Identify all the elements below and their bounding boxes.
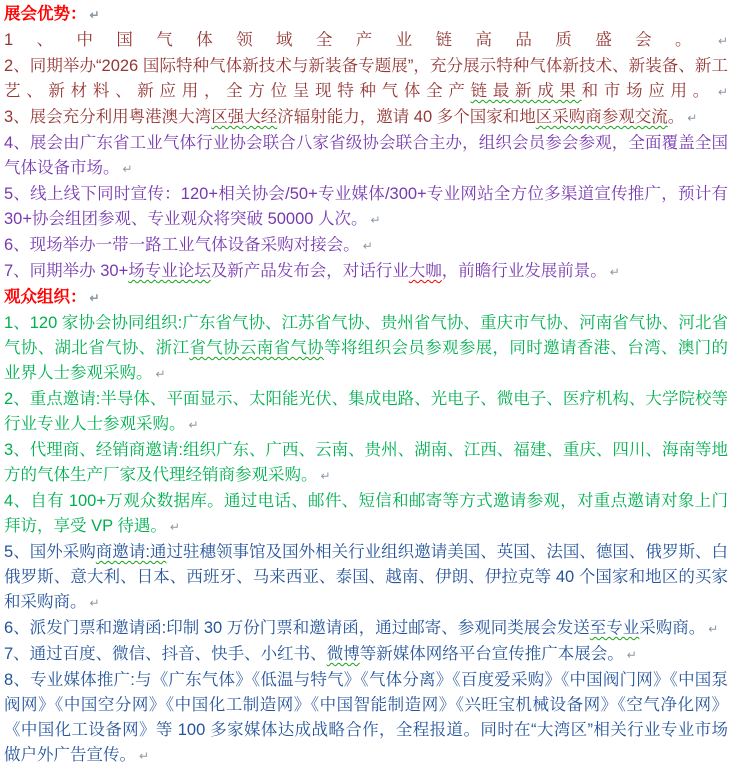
text-run: 和市场应用。: [581, 82, 715, 100]
text-run: 8、专业媒体推广:与《广东气体》《低温与特气》《气体分离》《百度爱采购》《中国阀门网》《中国泵阀网》《中国空分网》《中国化工制造网》《中国智能制造网》《兴旺宝机械设备网》《空气净化网》《中国化工设备网》等 100 多家媒体达成战略合作，全程报道。同时在“大湾区”相关行业专业市场做户外广告宣传。: [4, 671, 728, 764]
text-run: 3、展会充分利用粤港澳大湾: [4, 108, 212, 126]
text-run: 6、派发门票和邀请函:印制 30 万份门票和邀请函，通过邮寄、参观同类展会发送: [4, 619, 590, 637]
text-run: 4、展会由广东省工业气体行业协会联合八家省级协会联合主办，组织会员参会参观，全面覆盖全国气体设备市场。: [4, 134, 728, 177]
paragraph-return-mark: ↵: [89, 596, 100, 610]
text-run: 过驻穗领事馆及国外相关行业组织邀请美国、英国、法国、德国、俄罗斯、白俄罗斯、意大利、日本、西班牙、马来西亚、泰国、越南、伊朗、伊拉克等 40 个国家和地区的买家和采购商。: [4, 543, 728, 611]
text-run: 采购商。: [639, 619, 706, 637]
text-run: 5、国外采购: [4, 543, 96, 561]
text-run-spellcheck-green: 微博: [326, 645, 360, 663]
text-run-spellcheck-green: 商邀请:通: [95, 543, 167, 561]
paragraph-return-mark: ↵: [708, 622, 719, 636]
text-run: 4、自有 100+万观众数据库。通过电话、邮件、短信和邮寄等方式邀请参观，对重点邀请对象上门拜访，享受 VP 待遇。: [4, 492, 728, 535]
section-heading-audience-organization: [4, 285, 728, 311]
paragraph-exhibition-advantages-4: [4, 131, 728, 182]
paragraph-exhibition-advantages-1: [4, 28, 728, 54]
paragraph-exhibition-advantages-3: [4, 105, 728, 131]
paragraph-return-mark: ↵: [370, 213, 381, 227]
text-run-spellcheck-red: 大咖: [408, 262, 442, 280]
paragraph-return-mark: ↵: [89, 8, 100, 22]
text-run: 济辐射能力，邀请 40 多个国家和地: [277, 108, 536, 126]
text-run: 6、现场举办一带一路工业气体设备采购对接会。: [4, 236, 360, 254]
text-run: 7、通过百度、微信、抖音、快手、小红书、: [4, 645, 327, 663]
paragraph-return-mark: ↵: [89, 291, 100, 305]
text-run-spellcheck-green: 至专业: [589, 619, 640, 637]
text-run: 2、同期举办“2026 国际特种气体新技术与新装备专题展”，充分展示特种气体新技术、新装备、新工艺、新材料、新应用，全方位呈现特种气体全产: [4, 57, 728, 100]
paragraph-return-mark: ↵: [122, 162, 133, 176]
text-run: 1、中国气体领域全产业链高品质盛会。: [4, 31, 715, 49]
paragraph-return-mark: ↵: [717, 34, 728, 48]
paragraph-audience-organization-5: [4, 540, 728, 616]
paragraph-audience-organization-1: [4, 311, 728, 387]
paragraph-return-mark: ↵: [687, 111, 698, 125]
paragraph-return-mark: ↵: [139, 749, 150, 763]
text-run-spellcheck-green: 链最新成果: [470, 82, 582, 100]
text-run: 7、同期举办 30+: [4, 262, 129, 280]
paragraph-audience-organization-7: [4, 642, 728, 668]
text-run: 2、重点邀请:半导体、平面显示、太阳能光伏、集成电路、光电子、微电子、医疗机构、大学院校等行业专业人士参观采购。: [4, 390, 728, 433]
text-run: 。: [667, 108, 685, 126]
text-run-spellcheck-green: 场专业论坛: [128, 262, 211, 280]
paragraph-return-mark: ↵: [155, 367, 166, 381]
paragraph-return-mark: ↵: [717, 85, 729, 99]
text-run: 5、线上线下同时宣传：120+相关协会/50+专业媒体/300+专业网站全方位多渠道宣传推广，预计有30+协会组团参观、专业观众将突破 50000 人次。: [4, 185, 728, 228]
paragraph-return-mark: ↵: [188, 418, 199, 432]
paragraph-return-mark: ↵: [609, 265, 620, 279]
paragraph-audience-organization-2: [4, 387, 728, 438]
paragraph-exhibition-advantages-2: [4, 54, 728, 105]
paragraph-audience-organization-8: [4, 668, 728, 769]
text-run: ，前瞻行业发展前景。: [441, 262, 607, 280]
paragraph-audience-organization-6: [4, 616, 728, 642]
text-run: 3、代理商、经销商邀请:组织广东、广西、云南、贵州、湖南、江西、福建、重庆、四川、海南等地方的气体生产厂家及代理经销商参观采购。: [4, 441, 728, 484]
text-run: 等将组织会员参观参展，同时邀请香港、台湾、澳门的业界人士参观采购。: [4, 339, 729, 382]
paragraph-exhibition-advantages-6: [4, 233, 728, 259]
paragraph-return-mark: ↵: [626, 648, 637, 662]
paragraph-audience-organization-3: [4, 438, 728, 489]
paragraph-return-mark: ↵: [320, 469, 331, 483]
text-run: 1、120 家协会协同组织:广东省气协、江苏省气协、贵州省气协、重庆市气协、河南省气协、河北省气协、湖北省气协、浙江: [4, 314, 728, 357]
paragraph-exhibition-advantages-7: [4, 259, 728, 285]
text-run-spellcheck-green: 区强大经: [211, 108, 278, 126]
paragraph-audience-organization-4: [4, 489, 728, 540]
text-run-spellcheck-green: 区采购商参观交流: [535, 108, 668, 126]
text-run-spellcheck-green: 省气协云南省气协: [189, 339, 325, 357]
paragraph-return-mark: ↵: [362, 239, 373, 253]
paragraph-return-mark: ↵: [169, 520, 180, 534]
text-run: 及新产品发布会，对话行业: [210, 262, 409, 280]
section-heading-exhibition-advantages: [4, 2, 728, 28]
text-run: 等新媒体网络平台宣传推广本展会。: [359, 645, 624, 663]
section-heading-text: 观众组织：: [4, 288, 87, 306]
paragraph-exhibition-advantages-5: [4, 182, 728, 233]
section-heading-text: 展会优势：: [4, 5, 87, 23]
